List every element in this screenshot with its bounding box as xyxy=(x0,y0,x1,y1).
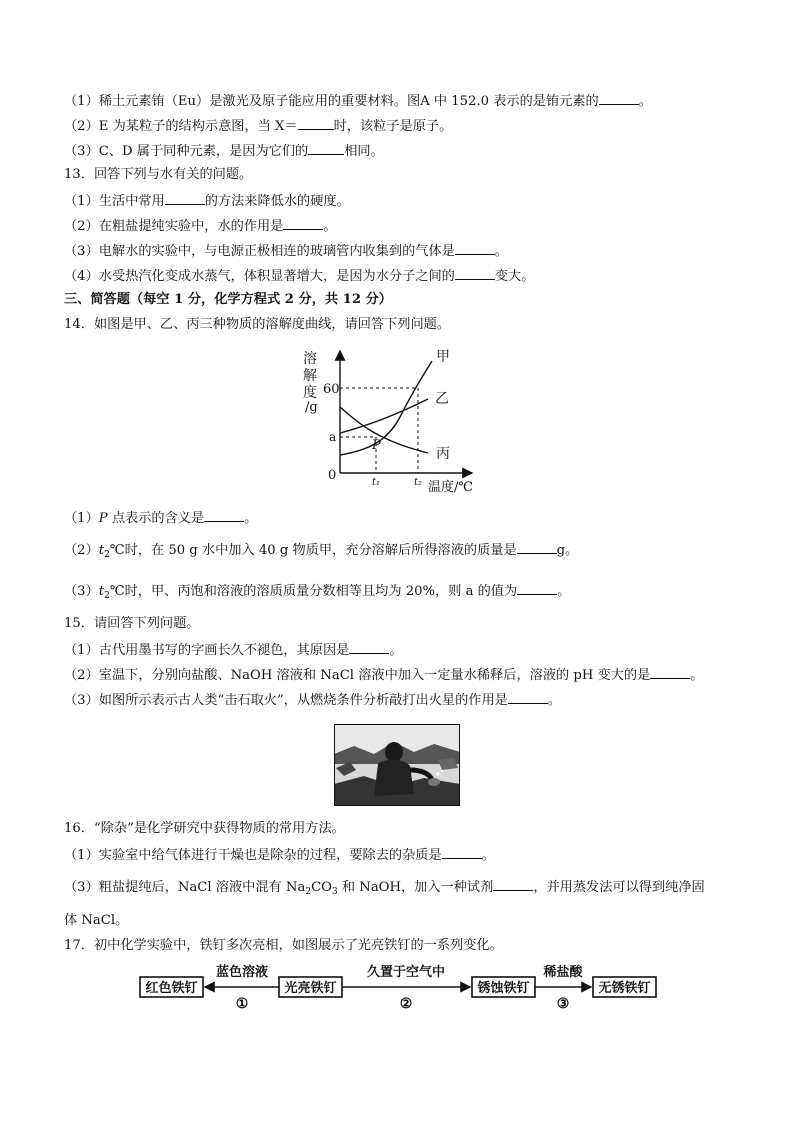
q14-stem: 14．如图是甲、乙、丙三种物质的溶解度曲线，请回答下列问题。 xyxy=(64,317,451,332)
x-tick-t2: t₂ xyxy=(414,477,423,488)
svg-text:①: ① xyxy=(235,996,249,1012)
q15-sub2: （2）室温下，分别向盐酸、NaOH 溶液和 NaCl 溶液中加入一定量水稀释后，溶液的 pH 变大的是 。 xyxy=(64,665,703,685)
answer-blank[interactable] xyxy=(650,665,690,679)
q17-stem: 17．初中化学实验中，铁钉多次亮相，如图展示了光亮铁钉的一系列变化。 xyxy=(64,938,503,953)
svg-text:③: ③ xyxy=(556,996,570,1012)
q13-sub2: （2）在粗盐提纯实验中，水的作用是 。 xyxy=(64,216,337,236)
q12-sub2: （2）E 为某粒子的结构示意图，当 X＝ 时，该粒子是原子。 xyxy=(64,116,452,136)
answer-blank[interactable] xyxy=(493,877,533,891)
svg-text:锈蚀铁钉: 锈蚀铁钉 xyxy=(477,981,530,996)
y-label-unit: /g xyxy=(305,400,318,415)
nail-flow-diagram xyxy=(136,963,666,1013)
q15-sub1: （1）古代用墨书写的字画长久不褪色，其原因是 。 xyxy=(64,640,403,660)
q14-sub3: $(3)t_2℃$时，甲、丙饱和溶液的溶质质量分数相等且均为 20%，则 a 的值为 。 xyxy=(64,581,570,605)
y-label-char: 解 xyxy=(303,368,317,384)
svg-text:光亮铁钉: 光亮铁钉 xyxy=(284,981,337,996)
x-label: 温度/℃ xyxy=(428,480,473,495)
answer-blank[interactable] xyxy=(204,508,244,522)
svg-text:久置于空气中: 久置于空气中 xyxy=(366,965,446,980)
answer-blank[interactable] xyxy=(599,91,639,105)
answer-blank[interactable] xyxy=(455,241,495,255)
svg-text:稀盐酸: 稀盐酸 xyxy=(543,965,583,980)
answer-blank[interactable] xyxy=(508,690,548,704)
curve-bing xyxy=(340,407,428,453)
point-label-p: P xyxy=(372,438,381,453)
y-tick-a: a xyxy=(329,430,337,444)
y-tick-60: 60 xyxy=(323,382,340,397)
answer-blank[interactable] xyxy=(455,266,495,280)
answer-blank[interactable] xyxy=(298,116,334,130)
svg-text:蓝色溶液: 蓝色溶液 xyxy=(215,965,269,980)
series-label-yi: 乙 xyxy=(435,391,449,407)
q14-sub2: $(2)t_2℃$时，在 50 g 水中加入 40 g 物质甲，充分溶解后所得溶液的质量是 g。 xyxy=(64,540,578,564)
q13-stem: 13．回答下列与水有关的问题。 xyxy=(64,167,253,182)
answer-blank[interactable] xyxy=(165,191,205,205)
svg-text:无锈铁钉: 无锈铁钉 xyxy=(598,981,651,996)
q15-sub3: （3）如图所示表示古人类“击石取火”，从燃烧条件分析敲打出火星的作用是 。 xyxy=(64,690,561,710)
answer-blank[interactable] xyxy=(517,540,557,554)
y-tick-0: 0 xyxy=(328,468,337,483)
answer-blank[interactable] xyxy=(442,845,482,859)
q16-stem: 16．“除杂”是化学研究中获得物质的常用方法。 xyxy=(64,821,345,836)
q13-sub1: （1）生活中常用 的方法来降低水的硬度。 xyxy=(64,191,350,211)
q16-sub1: （1）实验室中给气体进行干燥也是除杂的过程，要除去的杂质是 。 xyxy=(64,845,495,865)
q12-sub1: （1）稀土元素铕（Eu）是激光及原子能应用的重要材料。图A 中 152.0 表示的是铕元素的 。 xyxy=(64,91,652,111)
striking-stone-illustration xyxy=(334,724,460,806)
q13-sub3: （3）电解水的实验中，与电源正极相连的玻璃管内收集到的气体是 。 xyxy=(64,241,508,261)
svg-text:红色铁钉: 红色铁钉 xyxy=(145,981,198,996)
q12-sub3: （3）C、D 属于同种元素，是因为它们的 相同。 xyxy=(64,141,384,161)
series-label-jia: 甲 xyxy=(436,349,450,365)
svg-text:②: ② xyxy=(399,996,413,1012)
y-label-char: 溶 xyxy=(303,351,317,367)
q15-stem: 15．请回答下列问题。 xyxy=(64,616,200,631)
answer-blank[interactable] xyxy=(283,216,323,230)
solubility-chart xyxy=(300,345,480,495)
curve-yi xyxy=(340,399,428,433)
x-tick-t1: t₁ xyxy=(372,477,381,488)
answer-blank[interactable] xyxy=(517,581,557,595)
series-label-bing: 丙 xyxy=(436,446,450,462)
y-label-char: 度 xyxy=(303,385,317,401)
q16-sub3-cont: 体 NaCl。 xyxy=(64,913,129,928)
q13-sub4: （4）水受热汽化变成水蒸气，体积显著增大，是因为水分子之间的 变大。 xyxy=(64,266,534,286)
q16-sub3: （3）粗盐提纯后，NaCl 溶液中混有 $Na_2CO_3$ 和 NaOH，加入一种试剂 ，并用蒸发法可以得到纯净固 xyxy=(64,877,705,901)
q14-sub1: （1）P 点表示的含义是 。 xyxy=(64,508,257,528)
section-heading: 三、简答题（每空 1 分，化学方程式 2 分，共 12 分） xyxy=(64,292,392,307)
answer-blank[interactable] xyxy=(308,141,344,155)
answer-blank[interactable] xyxy=(349,640,389,654)
